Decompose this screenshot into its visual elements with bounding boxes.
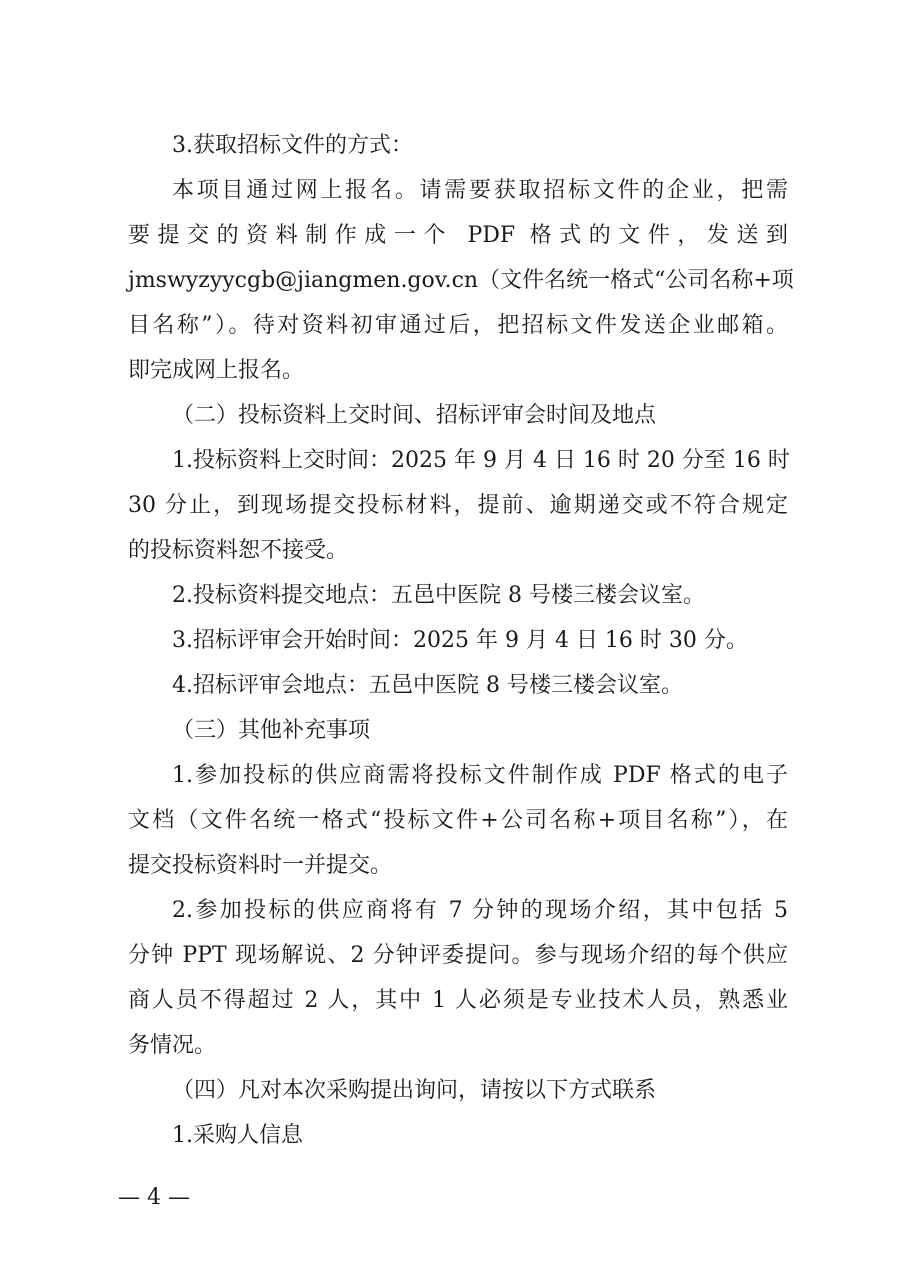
paragraph-line: 提交投标资料时一并提交。 bbox=[128, 853, 393, 878]
paragraph-line: 1.参加投标的供应商需将投标文件制作成 PDF 格式的电子 bbox=[172, 763, 788, 788]
section-heading-4: （四）凡对本次采购提出询问，请按以下方式联系 bbox=[172, 1078, 657, 1103]
paragraph-line: 的投标资料恕不接受。 bbox=[128, 538, 349, 563]
paragraph-line: 3.招标评审会开始时间：2025 年 9 月 4 日 16 时 30 分。 bbox=[172, 628, 748, 653]
paragraph-line: 文档（文件名统一格式“投标文件+公司名称+项目名称”），在 bbox=[128, 808, 788, 833]
paragraph-line: 分钟 PPT 现场解说、2 分钟评委提问。参与现场介绍的每个供应 bbox=[128, 943, 788, 968]
paragraph-line: 商人员不得超过 2 人，其中 1 人必须是专业技术人员，熟悉业 bbox=[128, 988, 788, 1013]
paragraph-line: 1.采购人信息 bbox=[172, 1123, 303, 1148]
paragraph-line: 务情况。 bbox=[128, 1033, 217, 1058]
paragraph-line: 2.参加投标的供应商将有 7 分钟的现场介绍，其中包括 5 bbox=[172, 898, 788, 923]
paragraph-line: 本项目通过网上报名。请需要获取招标文件的企业，把需 bbox=[172, 178, 788, 203]
paragraph-line: 2.投标资料提交地点：五邑中医院 8 号楼三楼会议室。 bbox=[172, 583, 705, 608]
page-number: — 4 — bbox=[118, 1185, 190, 1210]
paragraph-line: 4.招标评审会地点：五邑中医院 8 号楼三楼会议室。 bbox=[172, 673, 683, 698]
section-heading-2: （二）投标资料上交时间、招标评审会时间及地点 bbox=[172, 403, 657, 428]
paragraph-line: 1.投标资料上交时间：2025 年 9 月 4 日 16 时 20 分至 16 时 bbox=[172, 448, 790, 473]
section-heading-3: （三）其他补充事项 bbox=[172, 718, 371, 743]
paragraph-line: 要提交的资料制作成一个 PDF 格式的文件，发送到 bbox=[128, 223, 788, 248]
paragraph-line: 30 分止，到现场提交投标材料，提前、逾期递交或不符合规定 bbox=[128, 493, 788, 518]
section-heading-obtain-method: 3.获取招标文件的方式： bbox=[172, 133, 413, 158]
paragraph-line-email: jmswyzyycgb@jiangmen.gov.cn（文件名统一格式“公司名称+项 bbox=[128, 268, 794, 293]
paragraph-line: 即完成网上报名。 bbox=[128, 358, 305, 383]
paragraph-line: 目名称”）。待对资料初审通过后，把招标文件发送企业邮箱。 bbox=[128, 313, 788, 338]
